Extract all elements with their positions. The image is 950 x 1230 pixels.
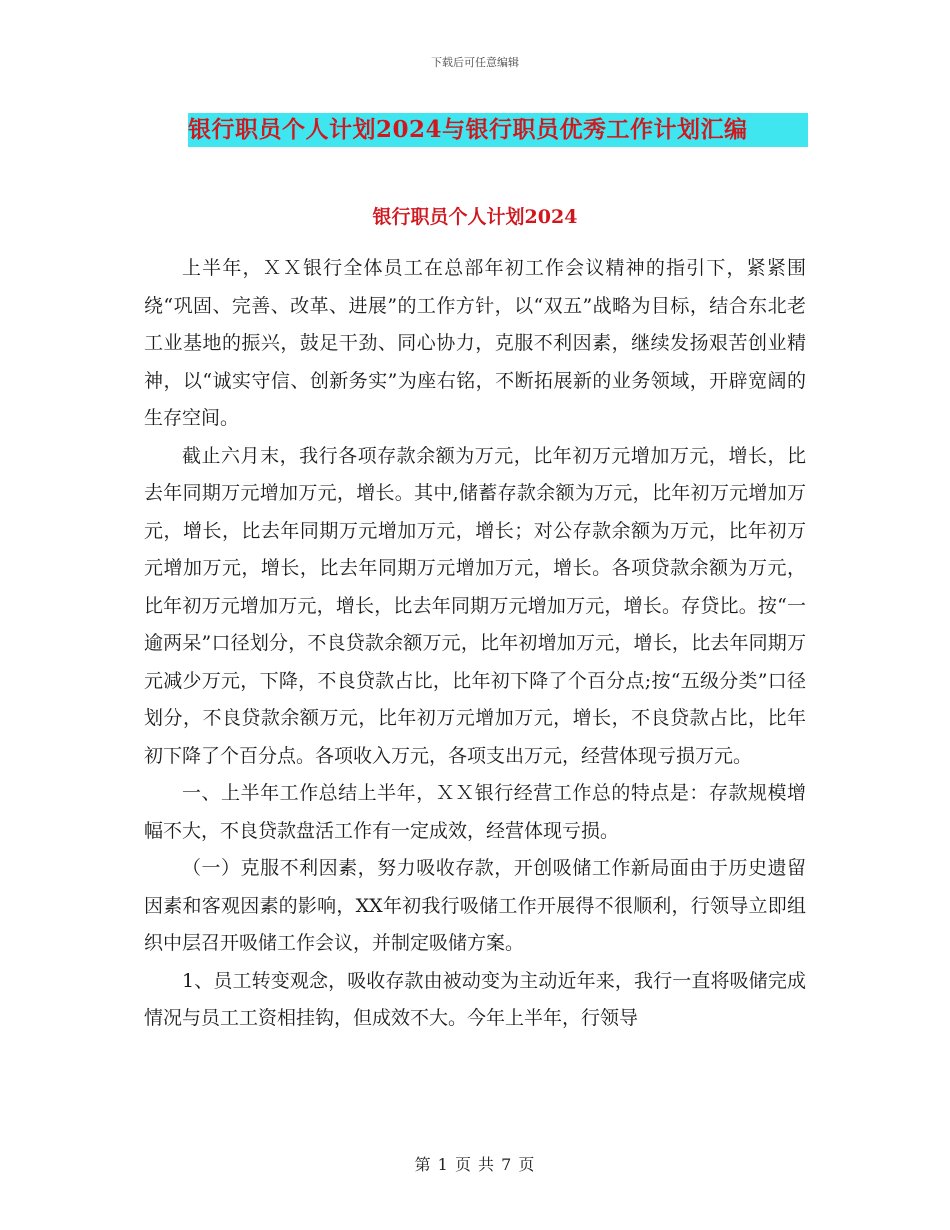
- document-title: 银行职员个人计划2024与银行职员优秀工作计划汇编: [188, 113, 808, 147]
- section-title: 银行职员个人计划2024: [372, 206, 578, 228]
- page-number: 第 1 页 共 7 页: [414, 1155, 536, 1174]
- paragraph-figures: 截止六月末，我行各项存款余额为万元，比年初万元增加万元，增长，比去年同期万元增加万元，增长。其中,储蓄存款余额为万元，比年初万元增加万元，增长，比去年同期万元增加万元，增长；对公存款余额为万元，比年初万元增加万元，增长，比去年同期万元增加万元，增长。各项贷款余额为万元，比年初万元增加万元，增长，比去年同期万元增加万元，增长。存贷比。按“一逾两呆”口径划分，不良贷款余额万元，比年初增加万元，增长，比去年同期万元减少万元，下降，不良贷款占比，比年初下降了个百分点;按“五级分类”口径划分，不良贷款余额万元，比年初万元增加万元，增长，不良贷款占比，比年初下降了个百分点。各项收入万元，各项支出万元，经营体现亏损万元。: [144, 444, 806, 767]
- paragraph-intro: 上半年，ＸＸ银行全体员工在总部年初工作会议精神的指引下，紧紧围绕“巩固、完善、改革、进展”的工作方针，以“双五”战略为目标，结合东北老工业基地的振兴，鼓足干劲、同心协力，克服不利因素，继续发扬艰苦创业精神，以“诚实守信、创新务实”为座右铭，不断拓展新的业务领域，开辟宽阔的生存空间。: [144, 257, 806, 429]
- paragraph-item-1: 1、员工转变观念，吸收存款由被动变为主动近年来，我行一直将吸储完成情况与员工工资相挂钩，但成效不大。今年上半年，行领导: [144, 969, 806, 1029]
- document-body: [144, 220, 806, 1038]
- header-note: 下载后可任意编辑: [431, 56, 519, 69]
- paragraph-subsection-1: （一）克服不利因素，努力吸收存款，开创吸储工作新局面由于历史遗留因素和客观因素的影响，XX年初我行吸储工作开展得不很顺利，行领导立即组织中层召开吸储工作会议，并制定吸储方案。: [144, 857, 806, 954]
- paragraph-section-1: 一、上半年工作总结上半年，ＸＸ银行经营工作总的特点是：存款规模增幅不大，不良贷款盘活工作有一定成效，经营体现亏损。: [144, 782, 806, 842]
